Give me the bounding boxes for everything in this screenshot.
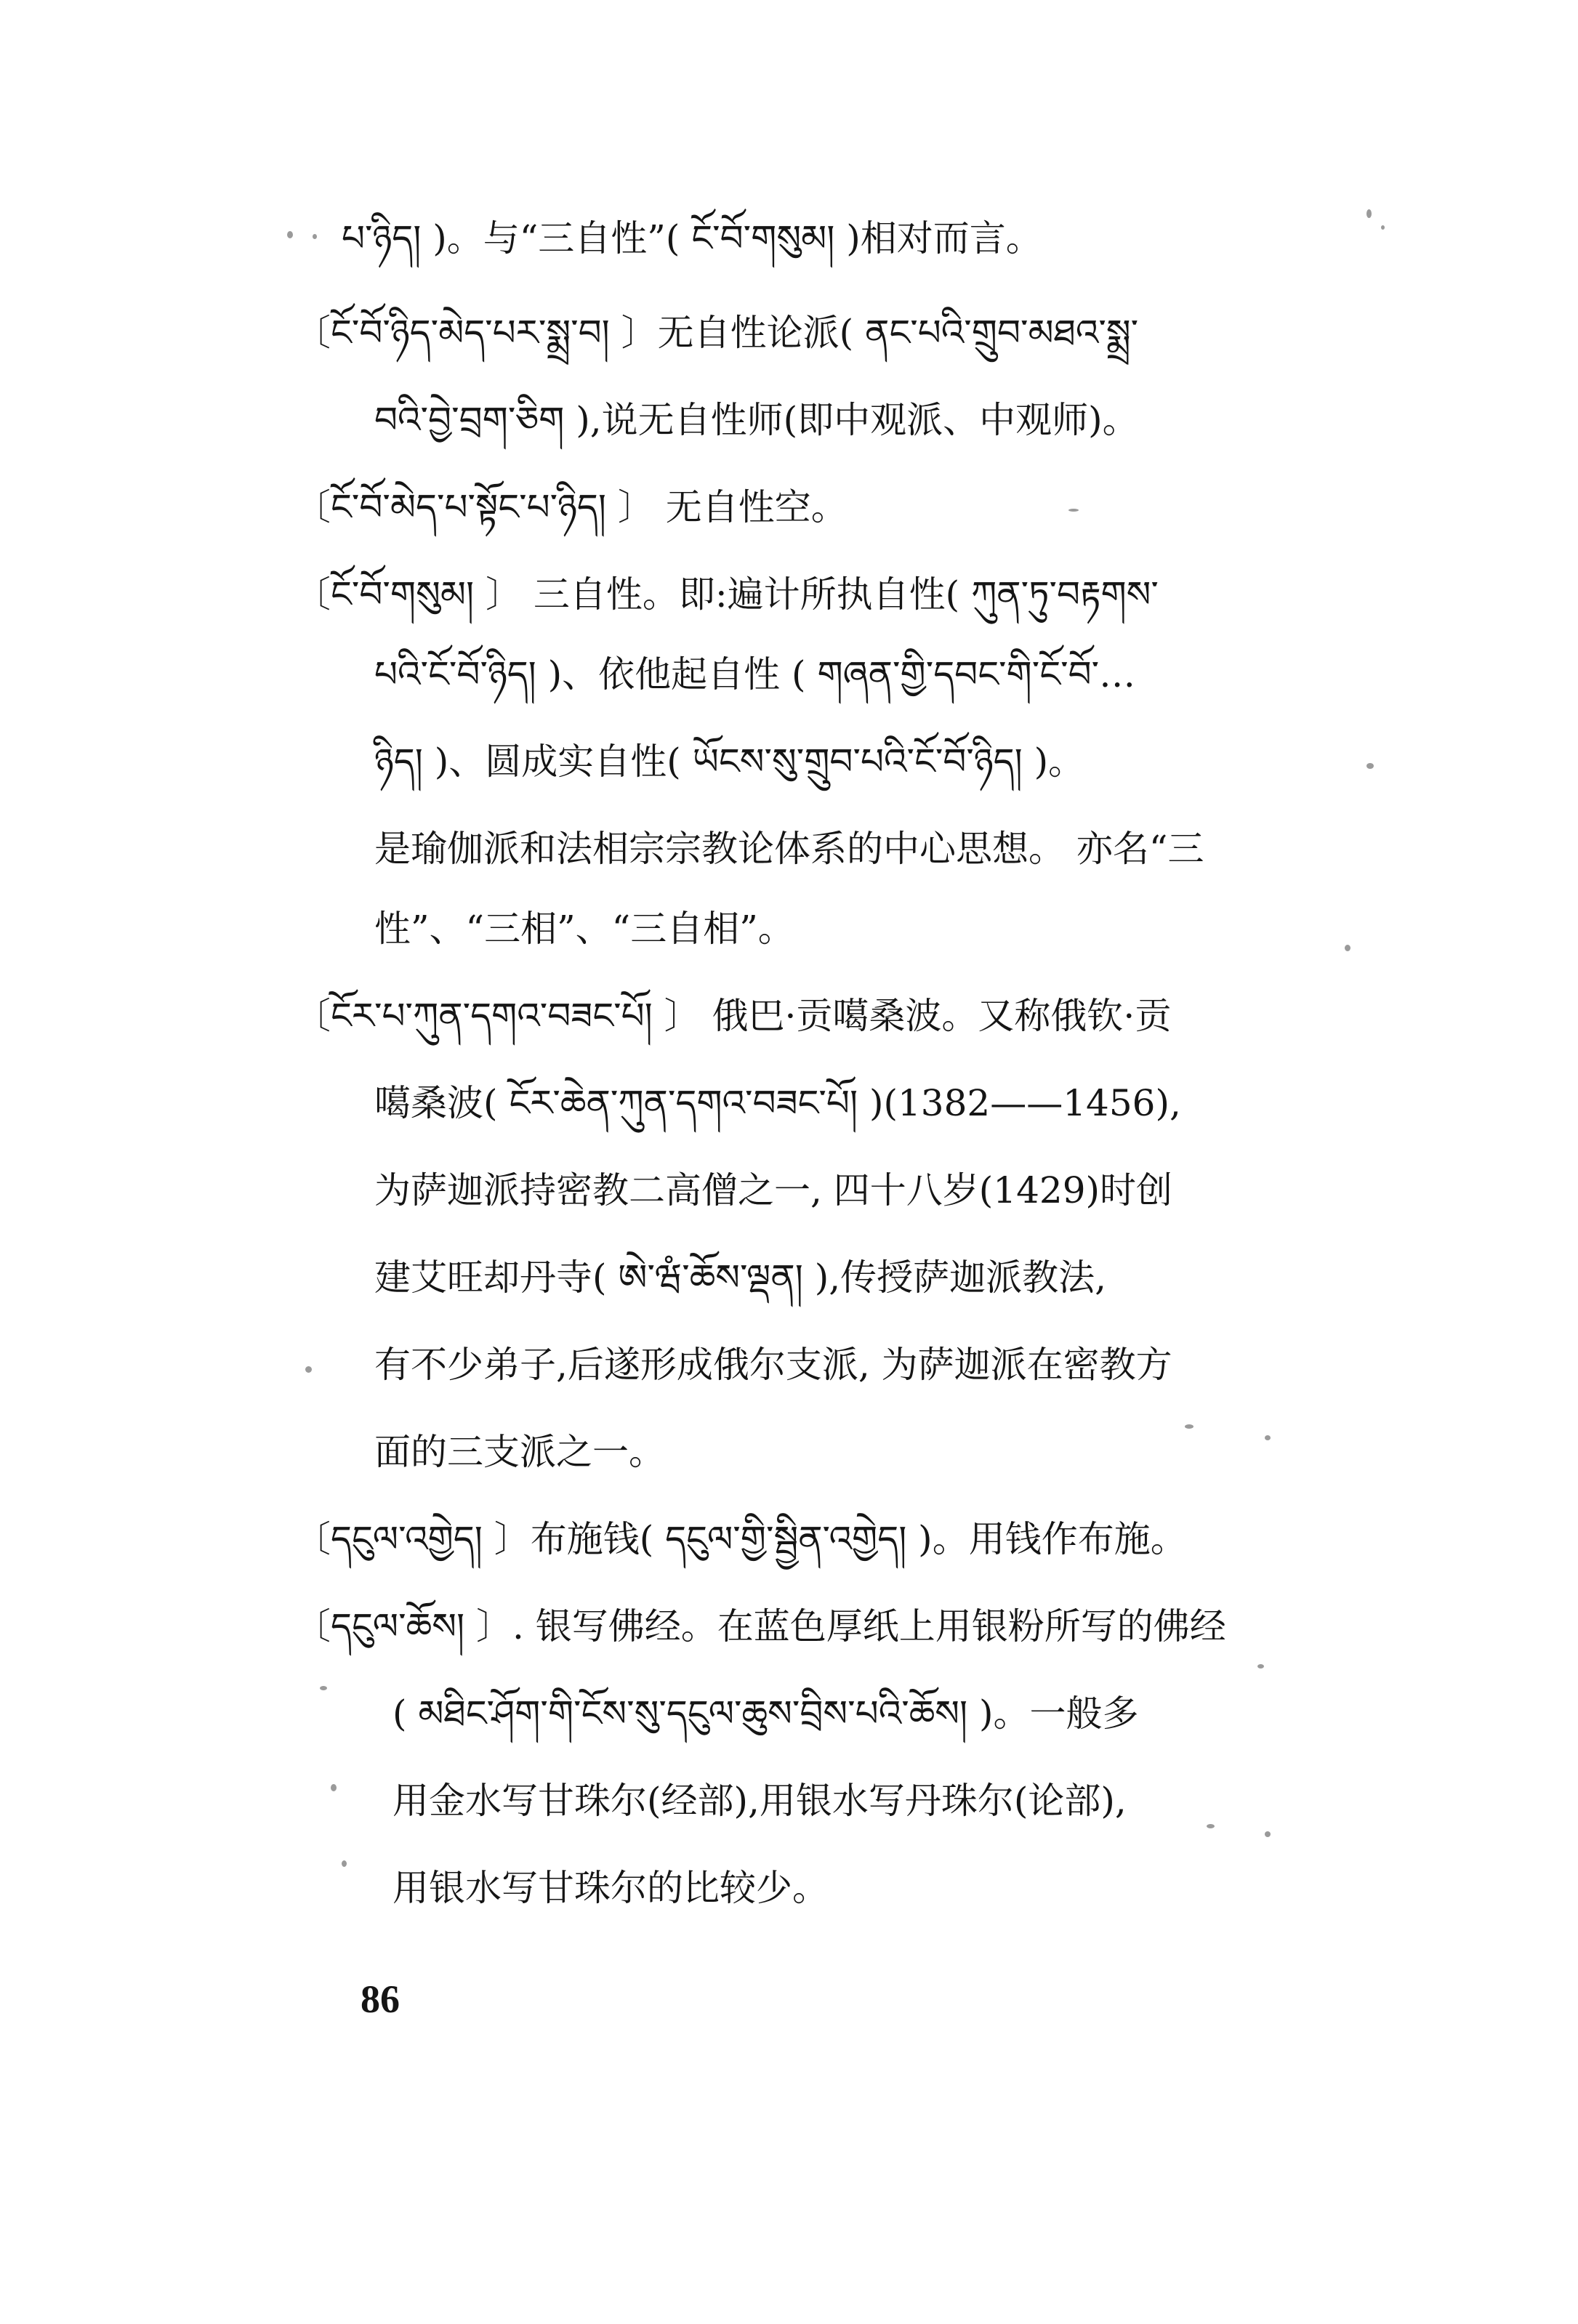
text-line: བའི་བྱེ་བྲག་ཅིག ),说无自性师(即中观派、中观师)。 — [374, 399, 1139, 441]
scan-speck — [1068, 509, 1079, 512]
scan-speck — [1366, 209, 1372, 218]
scan-speck — [1345, 945, 1350, 951]
scan-speck — [287, 231, 293, 238]
text-line: 〔དངུལ་ཆོས། 〕. 银写佛经。在蓝色厚纸上用银粉所写的佛经 — [294, 1605, 1226, 1647]
text-line: 性”、“三相”、“三自相”。 — [374, 908, 794, 950]
scan-speck — [1257, 1664, 1264, 1669]
scan-speck — [313, 234, 317, 239]
text-line: ( མཐིང་ཤོག་གི་ངོས་སུ་དངུལ་ཆུས་བྲིས་པའི་ཆོས། )。一般多 — [393, 1692, 1139, 1735]
text-line: 用银水写甘珠尔的比较少。 — [393, 1867, 829, 1909]
page-number: 86 — [361, 1977, 400, 2021]
scan-speck — [320, 1686, 327, 1690]
text-line: 为萨迦派持密教二高僧之一, 四十八岁(1429)时创 — [374, 1169, 1173, 1211]
text-line: པའི་ངོ་བོ་ཉིད། )、依他起自性 ( གཞན་གྱི་དབང་གི་ངོ་བོ་… — [374, 653, 1136, 695]
text-line: 〔ངོ་བོ་གསུམ། 〕 三自性。即:遍计所执自性( ཀུན་ཏུ་བརྟགས་ — [294, 573, 1159, 616]
text-line: 〔དངུལ་འགྱེད། 〕布施钱( དངུལ་གྱི་སྦྱིན་འགྱེད། )。用钱作布施。 — [294, 1518, 1187, 1560]
text-line: 是瑜伽派和法相宗宗教论体系的中心思想。 亦名“三 — [374, 828, 1204, 870]
scan-speck — [342, 1860, 347, 1867]
scan-speck — [1381, 225, 1385, 230]
scan-speck — [1366, 763, 1374, 769]
text-line: 有不少弟子,后遂形成俄尔支派, 为萨迦派在密教方 — [374, 1344, 1172, 1386]
scan-speck — [331, 1784, 337, 1791]
text-line: 用金水写甘珠尔(经部),用银水写丹珠尔(论部), — [393, 1780, 1127, 1822]
text-line: པ་ཉིད། )。与“三自性”( ངོ་བོ་གསུམ། )相对而言。 — [342, 217, 1042, 259]
scan-speck — [1207, 1824, 1215, 1828]
text-line: 面的三支派之一。 — [374, 1431, 665, 1473]
scan-speck — [1265, 1435, 1271, 1440]
scan-speck — [1185, 1424, 1193, 1429]
text-line: 噶桑波( ངོར་ཆེན་ཀུན་དགའ་བཟང་པོ། )(1382——1456), — [374, 1082, 1181, 1124]
text-line: 〔ངོ་བོ་ཉིད་མེད་པར་སྨྲ་བ། 〕无自性论派( ནང་པའི་གྲུབ་མཐའ་སྨྲ་ — [294, 312, 1139, 354]
text-line: ཉིད། )、圆成实自性( ཡོངས་སུ་གྲུབ་པའི་ངོ་བོ་ཉིད། )。 — [374, 741, 1085, 783]
text-line: 建艾旺却丹寺( ཨེ་ཝཾ་ཆོས་ལྡན། ),传授萨迦派教法, — [374, 1256, 1106, 1299]
scan-speck — [1265, 1831, 1271, 1837]
text-line: 〔ངོར་པ་ཀུན་དགའ་བཟང་པོ། 〕 俄巴·贡噶桑波。又称俄钦·贡 — [294, 995, 1172, 1037]
text-line: 〔ངོ་བོ་མེད་པ་སྟོང་པ་ཉིད། 〕 无自性空。 — [294, 486, 848, 528]
scan-speck — [305, 1366, 312, 1373]
